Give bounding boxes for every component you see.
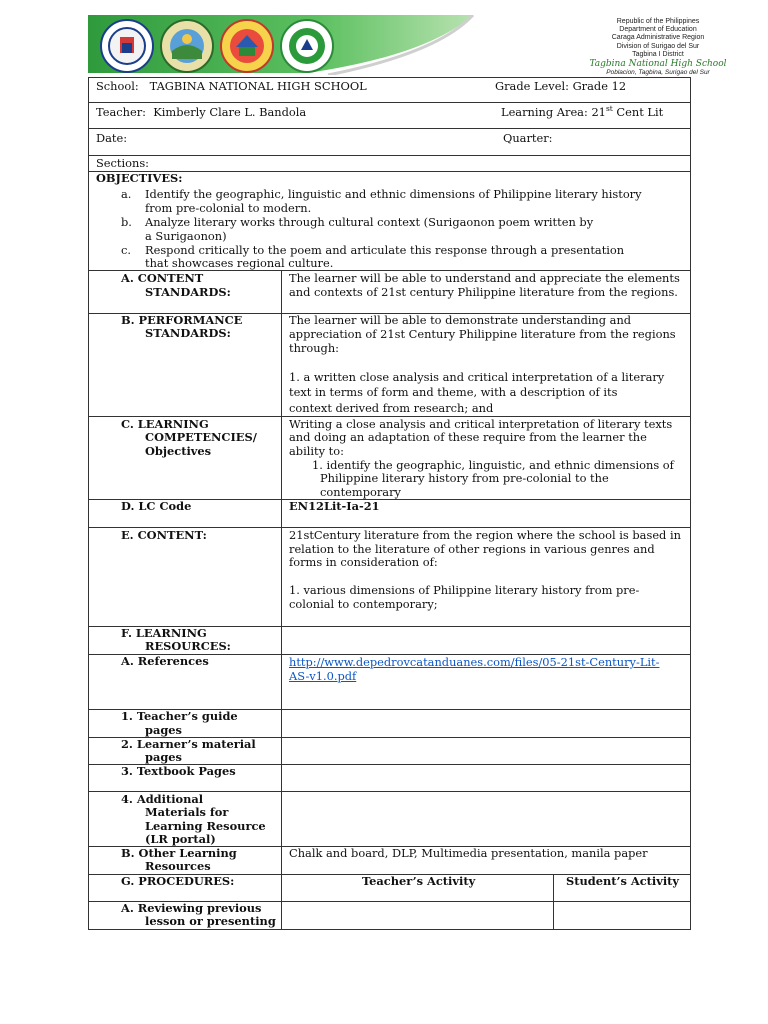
- content-standards-label: STANDARDS:: [145, 285, 231, 299]
- learning-competencies-label: COMPETENCIES/: [145, 430, 257, 444]
- content-standards-text: and contexts of 21st century Philippine literature from the regions.: [289, 285, 678, 299]
- school-seal-icon: [280, 19, 334, 73]
- column-divider: [553, 874, 554, 930]
- performance-standards-text: appreciation of 21st Century Philippine literature from the regions: [289, 327, 676, 341]
- quarter-label: Quarter:: [503, 131, 553, 145]
- table-border: [88, 77, 89, 930]
- student-activity-header: Student’s Activity: [566, 874, 680, 888]
- textbook-pages-label: 3. Textbook Pages: [121, 764, 236, 778]
- objective-line: Respond critically to the poem and articulate this response through a presentation: [145, 243, 625, 257]
- content-text: 21stCentury literature from the region where the school is based in: [289, 528, 681, 542]
- grade-field: [495, 80, 626, 94]
- additional-materials-label: (LR portal): [145, 832, 216, 846]
- references-link[interactable]: [289, 670, 356, 684]
- performance-standards-text: The learner will be able to demonstrate understanding and: [289, 313, 632, 327]
- objective-line: from pre-colonial to modern.: [145, 201, 312, 215]
- objective-marker: c.: [121, 243, 132, 257]
- objective-line: that showcases regional culture.: [145, 256, 334, 270]
- content-text: colonial to contemporary;: [289, 597, 438, 611]
- area-value-text: Cent Lit: [612, 105, 664, 119]
- content-standards-label: A. CONTENT: [121, 271, 204, 285]
- learning-competencies-text: Writing a close analysis and critical interpretation of literary texts: [289, 417, 673, 431]
- division-seal-icon: [220, 19, 274, 73]
- region-seal-icon: [160, 19, 214, 73]
- school-address: Poblacion, Tagbina, Surigao del Sur: [606, 69, 710, 77]
- learning-competencies-text: and doing an adaptation of these require from the learner the: [289, 430, 647, 444]
- school-field: [96, 80, 367, 94]
- area-value-number: 21: [591, 105, 606, 119]
- objective-marker: b.: [121, 215, 132, 229]
- school-label: School:: [96, 79, 139, 93]
- performance-standards-text: text in terms of form and theme, with a description of its: [289, 385, 618, 399]
- performance-standards-text: through:: [289, 341, 340, 355]
- agency-line: Republic of the Philippines: [616, 18, 700, 25]
- objective-line: Identify the geographic, linguistic and ethnic dimensions of Philippine literary history: [145, 187, 642, 201]
- row-divider: [88, 128, 691, 129]
- other-resources-label: Resources: [145, 859, 211, 873]
- row-divider: [88, 155, 691, 156]
- agency-line: Division of Surigao del Sur: [616, 42, 700, 50]
- performance-standards-label: B. PERFORMANCE: [121, 313, 243, 327]
- other-resources-label: B. Other Learning: [121, 846, 237, 860]
- learning-competencies-label: C. LEARNING: [121, 417, 209, 431]
- additional-materials-label: Materials for: [145, 805, 229, 819]
- content-standards-text: The learner will be able to understand and appreciate the elements: [289, 271, 680, 285]
- teacher-field: [96, 106, 306, 120]
- reviewing-label: lesson or presenting: [145, 914, 276, 928]
- letterhead: [88, 15, 727, 77]
- row-divider: [88, 77, 691, 78]
- grade-label: Grade Level:: [495, 79, 569, 93]
- content-label: E. CONTENT:: [121, 528, 207, 542]
- row-divider: [88, 929, 691, 930]
- agency-line: Caraga Administrative Region: [611, 34, 705, 42]
- content-text: relation to the literature of other regions in various genres and: [289, 542, 655, 556]
- references-label: A. References: [121, 654, 209, 668]
- agency-line: Tagbina I District: [632, 50, 684, 58]
- additional-materials-label: 4. Additional: [121, 792, 204, 806]
- learning-competencies-label: Objectives: [145, 444, 212, 458]
- agency-address: [568, 18, 748, 77]
- lc-code-label: D. LC Code: [121, 499, 192, 513]
- date-label: Date:: [96, 131, 128, 145]
- learning-competencies-text: ability to:: [289, 444, 344, 458]
- references-link-line[interactable]: AS-v1.0.pdf: [289, 669, 357, 683]
- learners-material-label: 2. Learner’s material: [121, 737, 256, 751]
- performance-standards-text: context derived from research; and: [289, 401, 494, 415]
- objective-line: Analyze literary works through cultural context (Surigaonon poem written by: [145, 215, 594, 229]
- deped-seal-icon: [100, 19, 154, 73]
- procedures-label: G. PROCEDURES:: [121, 874, 235, 888]
- teacher-value: Kimberly Clare L. Bandola: [153, 105, 307, 119]
- objective-line: a Surigaonon): [145, 229, 227, 243]
- teachers-guide-label: 1. Teacher’s guide: [121, 709, 238, 723]
- learning-resources-label: F. LEARNING: [121, 626, 207, 640]
- learning-competencies-subitem: contemporary: [320, 485, 401, 499]
- content-text: forms in consideration of:: [289, 555, 438, 569]
- teacher-activity-header: Teacher’s Activity: [362, 874, 476, 888]
- teachers-guide-label: pages: [145, 723, 182, 737]
- learning-area-field: [501, 106, 663, 120]
- school-name: Tagbina National High School: [589, 59, 727, 70]
- performance-standards-text: 1. a written close analysis and critical interpretation of a literary: [289, 370, 665, 384]
- learning-competencies-subitem: 1. identify the geographic, linguistic, and ethnic dimensions of: [312, 458, 674, 472]
- learning-competencies-subitem: Philippine literary history from pre-colonial to the: [320, 471, 609, 485]
- grade-value: Grade 12: [572, 79, 627, 93]
- additional-materials-label: Learning Resource: [145, 819, 266, 833]
- area-value-suffix: st: [605, 104, 613, 114]
- learning-resources-label: RESOURCES:: [145, 639, 231, 653]
- objectives-title: OBJECTIVES:: [96, 171, 183, 185]
- sections-label: Sections:: [96, 156, 150, 170]
- row-divider: [88, 102, 691, 103]
- performance-standards-label: STANDARDS:: [145, 326, 231, 340]
- references-link-line[interactable]: http://www.depedrovcatanduanes.com/files/05-21st-Century-Lit-: [289, 655, 660, 669]
- content-text: 1. various dimensions of Philippine literary history from pre-: [289, 583, 640, 597]
- area-value: [591, 105, 663, 119]
- other-resources-value: Chalk and board, DLP, Multimedia presentation, manila paper: [289, 846, 648, 860]
- lc-code-value: EN12Lit-Ia-21: [289, 499, 380, 513]
- table-border: [690, 77, 691, 930]
- learners-material-label: pages: [145, 750, 182, 764]
- area-label: Learning Area:: [501, 105, 588, 119]
- teacher-label: Teacher:: [96, 105, 146, 119]
- agency-line: Department of Education: [619, 26, 697, 34]
- column-divider: [281, 270, 282, 930]
- reviewing-label: A. Reviewing previous: [121, 901, 262, 915]
- objective-marker: a.: [121, 187, 132, 201]
- school-value: TAGBINA NATIONAL HIGH SCHOOL: [149, 79, 367, 93]
- references-link[interactable]: [289, 656, 659, 670]
